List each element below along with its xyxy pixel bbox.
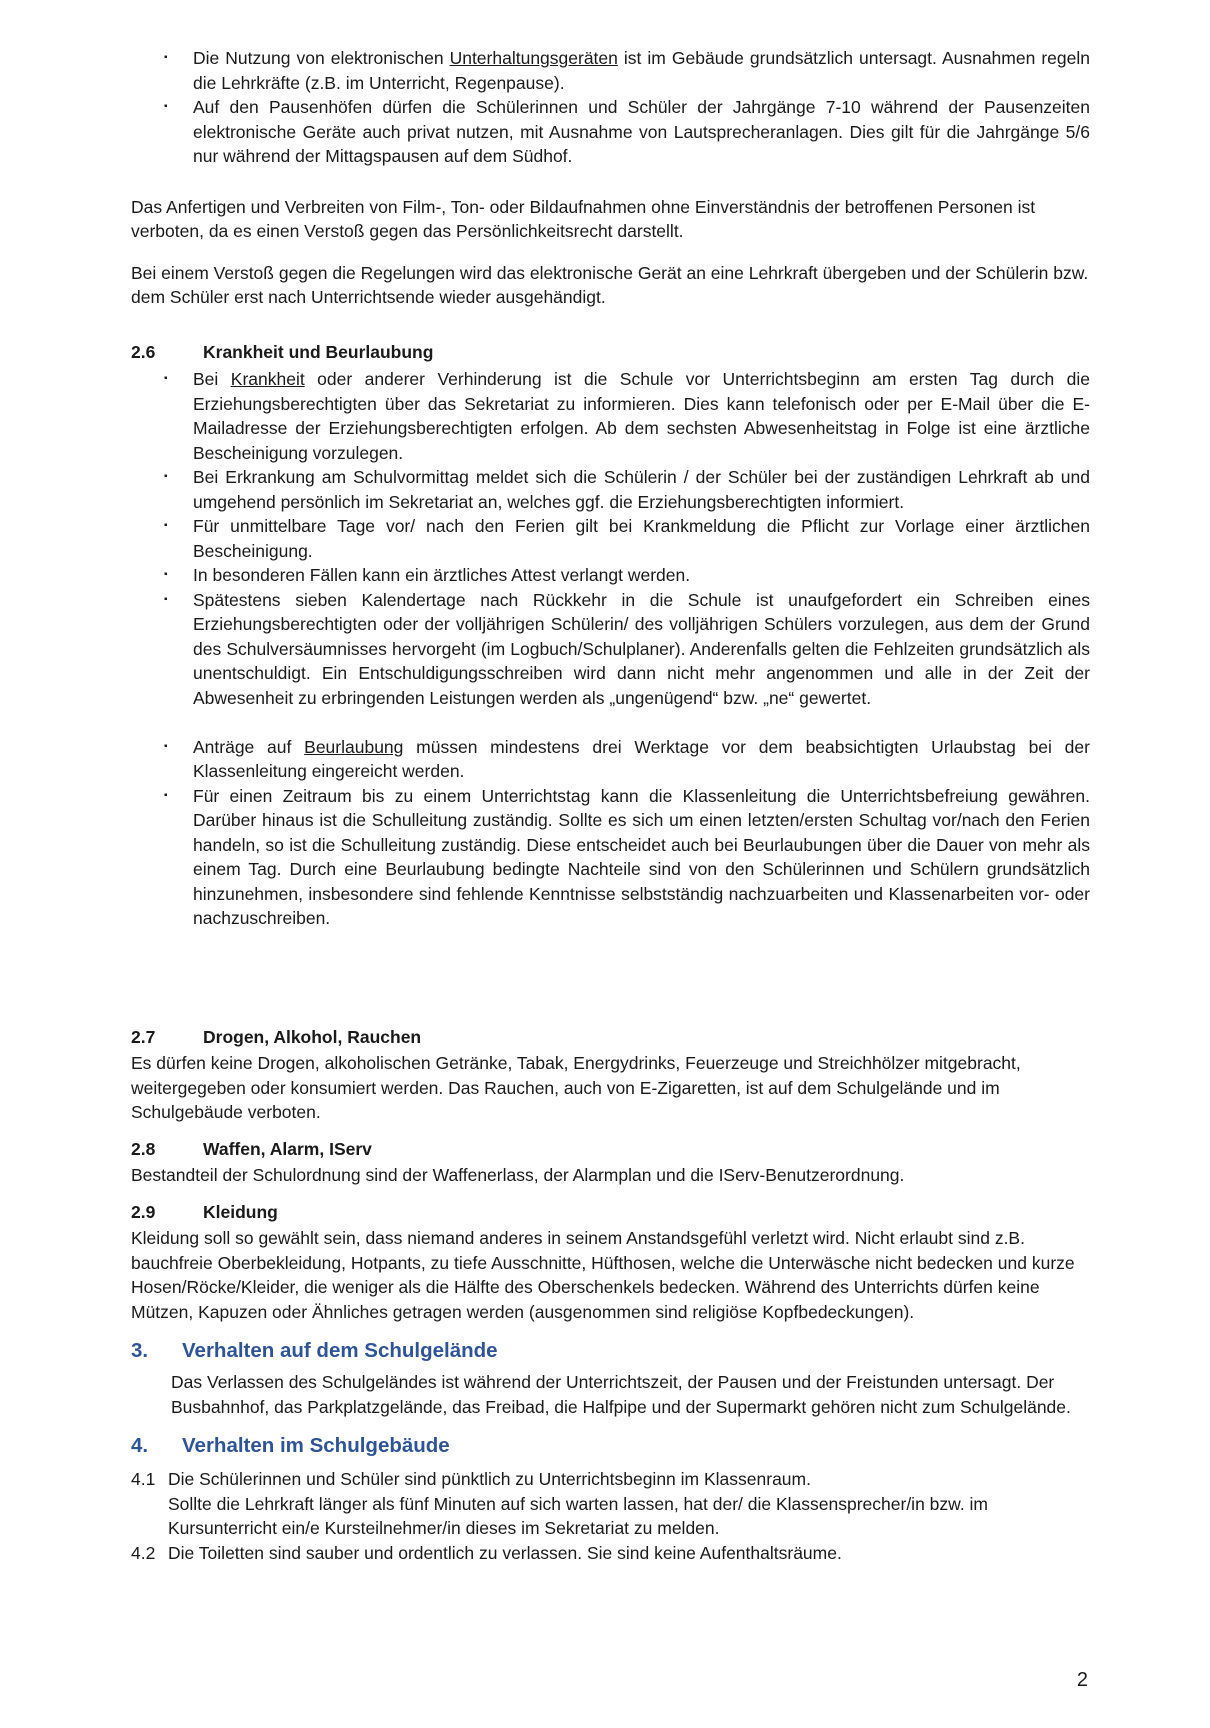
bullet-square-icon: ▪ (164, 569, 168, 580)
heading-number: 3. (131, 1339, 149, 1362)
bullet-square-icon: ▪ (164, 373, 168, 384)
numbered-item-4-2 (131, 1541, 1090, 1566)
heading-number: 4. (131, 1434, 149, 1457)
section-heading-4 (131, 1432, 1090, 1459)
item-text: Die Toiletten sind sauber und ordentlich zu verlassen. Sie sind keine Aufenthaltsräume. (168, 1542, 842, 1563)
bullet-text: Die Nutzung von elektronischen Unterhaltungsgeräten ist im Gebäude grundsätzlich untersagt. Ausnahmen regeln die Lehrkräfte (z.B. im Unterricht, Regenpause). (193, 48, 1090, 93)
section-2-8-body: Bestandteil der Schulordnung sind der Waffenerlass, der Alarmplan und die IServ-Benutzerordnung. (131, 1165, 905, 1185)
bullet-text: Bei Krankheit oder anderer Verhinderung ist die Schule vor Unterrichtsbeginn am ersten Tag durch die Erziehungsberechtigten über das Sekretariat zu informieren. Dies kann telefonisch oder per E-Mail über die E-Mailadresse der Erziehungsberechtigten erfolgen. Ab dem sechsten Abwesenheitstag in Folge ist eine ärztliche Bescheinigung vorzulegen. (193, 369, 1091, 463)
intro-bullet-list (131, 46, 1090, 169)
bullet-item (131, 465, 1090, 514)
section-heading-3 (131, 1337, 1090, 1364)
item-text: Die Schülerinnen und Schüler sind pünktlich zu Unterrichtsbeginn im Klassenraum. Sollte die Lehrkraft länger als fünf Minuten auf sich warten lassen, hat der/ die Klassensprecher/in bzw. im Kursunterricht ein/e Kursteilnehmer/in dieses im Sekretariat zu melden. (168, 1467, 1090, 1541)
item-subtext: Sollte die Lehrkraft länger als fünf Minuten auf sich warten lassen, hat der/ die Klassensprecher/in bzw. im Kursunterricht ein/e Kursteilnehmer/in dieses im Sekretariat zu melden. (168, 1493, 989, 1538)
bullet-item (131, 588, 1090, 711)
bullet-square-icon: ▪ (164, 471, 168, 482)
bullet-square-icon: ▪ (164, 593, 168, 605)
bullet-text: In besonderen Fällen kann ein ärztliches Attest verlangt werden. (193, 565, 691, 585)
para-violation: Bei einem Verstoß gegen die Regelungen wird das elektronische Gerät an eine Lehrkraft übergeben und der Schülerin bzw. dem Schüler erst nach Unterrichtsende wieder ausgehändigt. (131, 262, 1089, 307)
heading-title: Kleidung (203, 1201, 278, 1222)
underlined-term: Krankheit (230, 369, 305, 389)
heading-title: Verhalten im Schulgebäude (182, 1434, 450, 1457)
bullet-item (131, 514, 1090, 563)
page-number: 2 (1076, 1669, 1088, 1691)
heading-title: Drogen, Alkohol, Rauchen (203, 1026, 422, 1047)
section-heading-2-7 (131, 1025, 1090, 1050)
section-3-body: Das Verlassen des Schulgeländes ist während der Unterrichtszeit, der Pausen und der Freistunden untersagt. Der Busbahnhof, das Parkplatzgelände, das Freibad, die Halfpipe und der Supermarkt gehören nicht zum Schulgelände. (171, 1372, 1071, 1417)
numbered-item-4-1 (131, 1467, 1090, 1541)
section-2-9-body: Kleidung soll so gewählt sein, dass niemand anderes in seinem Anstandsgefühl verletzt wird. Nicht erlaubt sind z.B. bauchfreie Oberbekleidung, Hotpants, zu tiefe Ausschnitte, Hüfthosen, welche die Unterwäsche nicht bedecken und kurze Hosen/Röcke/Kleider, die weniger als die Hälfte des Oberschenkels bedecken. Während des Unterrichts dürfen keine Mützen, Kapuzen oder Ähnliches getragen werden (ausgenommen sind religiöse Kopfbedeckungen). (131, 1228, 1075, 1322)
item-number: 4.2 (131, 1542, 156, 1563)
bullet-text: Auf den Pausenhöfen dürfen die Schülerinnen und Schüler der Jahrgänge 7-10 während der Pausenzeiten elektronische Geräte auch privat nutzen, mit Ausnahme von Lautsprecheranlagen. Dies gilt für die Jahrgänge 5/6 nur während der Mittagspausen auf dem Südhof. (193, 97, 1090, 166)
section-2-6-bullet-list (131, 367, 1090, 931)
underlined-term: Unterhaltungsgeräten (449, 48, 618, 68)
section-heading-2-8 (131, 1137, 1090, 1162)
para-recordings: Das Anfertigen und Verbreiten von Film-, Ton- oder Bildaufnahmen ohne Einverständnis der betroffenen Personen ist verboten, da es einen Verstoß gegen das Persönlichkeitsrecht darstellt. (131, 196, 1036, 241)
bullet-square-icon: ▪ (164, 789, 168, 801)
heading-number: 2.7 (131, 1026, 156, 1047)
bullet-item (131, 95, 1090, 169)
section-4-items (131, 1467, 1090, 1565)
bullet-item (131, 784, 1090, 931)
bullet-item (131, 367, 1090, 465)
section-2-7-body: Es dürfen keine Drogen, alkoholischen Getränke, Tabak, Energydrinks, Feuerzeuge und Streichhölzer mitgebracht, weitergegeben oder konsumiert werden. Das Rauchen, auch von E-Zigaretten, ist auf dem Schulgelände und im Schulgebäude verboten. (131, 1053, 1021, 1122)
heading-title: Verhalten auf dem Schulgelände (182, 1339, 498, 1362)
bullet-square-icon: ▪ (164, 520, 168, 531)
bullet-item (131, 46, 1090, 95)
heading-number: 2.6 (131, 341, 156, 362)
heading-title: Waffen, Alarm, IServ (203, 1138, 372, 1159)
section-heading-2-6 (131, 340, 1090, 365)
bullet-square-icon: ▪ (164, 740, 168, 752)
bullet-text: Für einen Zeitraum bis zu einem Unterrichtstag kann die Klassenleitung die Unterrichtsbefreiung gewähren. Darüber hinaus ist die Schulleitung zuständig. Sollte es sich um einen letzten/ersten Schultag vor/nach den Ferien handeln, so ist die Schulleitung zuständig. Diese entscheidet auch bei Beurlaubungen über die Dauer von mehr als einem Tag. Durch eine Beurlaubung bedingte Nachteile sind von den Schülerinnen und Schülern grundsätzlich hinzunehmen, insbesondere sind fehlende Kenntnisse selbstständig nachzuarbeiten und Klassenarbeiten vor- oder nachzuschreiben. (193, 785, 1090, 928)
bullet-square-icon: ▪ (164, 101, 168, 112)
bullet-item (131, 735, 1090, 784)
bullet-text: Für unmittelbare Tage vor/ nach den Ferien gilt bei Krankmeldung die Pflicht zur Vorlage einer ärztlichen Bescheinigung. (193, 516, 1090, 561)
bullet-item (131, 563, 1090, 588)
underlined-term: Beurlaubung (304, 736, 404, 757)
section-heading-2-9 (131, 1200, 1090, 1225)
item-number: 4.1 (131, 1469, 156, 1489)
heading-number: 2.9 (131, 1201, 156, 1222)
bullet-text: Anträge auf Beurlaubung müssen mindestens drei Werktage vor dem beabsichtigten Urlaubstag bei der Klassenleitung eingereicht werden. (193, 736, 1090, 781)
heading-title: Krankheit und Beurlaubung (203, 341, 434, 362)
bullet-square-icon: ▪ (164, 52, 168, 63)
bullet-text: Bei Erkrankung am Schulvormittag meldet sich die Schülerin / der Schüler bei der zuständigen Lehrkraft ab und umgehend persönlich im Sekretariat an, welches ggf. die Erziehungsberechtigten informiert. (193, 467, 1090, 512)
bullet-text: Spätestens sieben Kalendertage nach Rückkehr in die Schule ist unaufgefordert ein Schreiben eines Erziehungsberechtigten oder der volljährigen Schülerin/ des volljährigen Schülers vorzulegen, aus dem der Grund des Schulversäumnisses hervorgeht (im Logbuch/Schulplaner). Anderenfalls gelten die Fehlzeiten grundsätzlich als unentschuldigt. Ein Entschuldigungsschreiben wird dann nicht mehr angenommen und alle in der Zeit der Abwesenheit zu erbringenden Leistungen werden als „ungenügend“ bzw. „ne“ gewertet. (193, 589, 1090, 708)
heading-number: 2.8 (131, 1138, 156, 1159)
